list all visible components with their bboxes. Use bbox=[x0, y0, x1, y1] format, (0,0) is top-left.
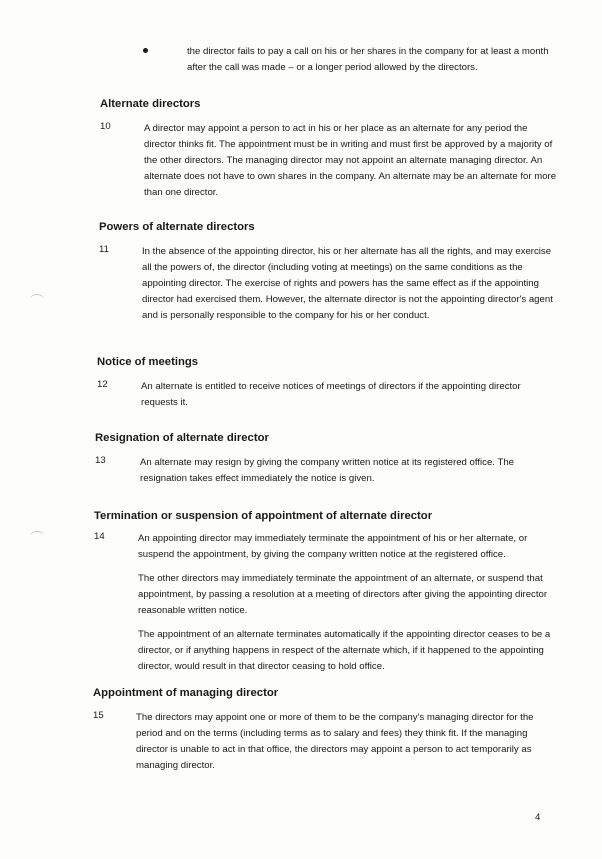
clause-paragraph: The appointment of an alternate terminates automatically if the appointing director ceases to be a director, or if anything happens in respect of the alternate which, if it happened to the appointing director, would result in that director ceasing to hold office. bbox=[138, 629, 551, 672]
clause-paragraph: In the absence of the appointing director, his or her alternate has all the rights, and may exercise all the powers of, the director (including voting at meetings) on the same conditions as the appointing director. The exercise of rights and powers has the same effect as if the appointing director had exercised them. However, the alternate director is not the appointing director's agent and is personally responsible to the company for his or her conduct. bbox=[142, 246, 553, 321]
clause-text bbox=[144, 121, 561, 209]
clause-number: 12 bbox=[97, 379, 108, 390]
clause-paragraph: The other directors may immediately terminate the appointment of an alternate, or suspend that appointment, by passing a resolution at a meeting of directors after giving the appointing director reasonable written notice. bbox=[138, 573, 548, 616]
clause-text bbox=[142, 244, 560, 332]
clause-text bbox=[141, 379, 559, 419]
bullet-icon bbox=[143, 48, 148, 53]
clause-paragraph: A director may appoint a person to act in his or her place as an alternate for any period the director thinks fit. The appointment must be in writing and must first be approved by a majority of the other directors. The managing director may not appoint an alternate managing director. An alternate does not have to own shares in the company. An alternate may be an alternate for more than one director. bbox=[144, 123, 557, 198]
clause-text bbox=[138, 531, 557, 683]
bullet-text: the director fails to pay a call on his or her shares in the company for at least a month after the call was made – or a longer period allowed by the directors. bbox=[187, 46, 549, 73]
clause-number: 13 bbox=[95, 455, 106, 466]
clause-paragraph: An alternate is entitled to receive notices of meetings of directors if the appointing director requests it. bbox=[141, 381, 521, 408]
clause-text bbox=[140, 455, 558, 495]
clause-paragraph: An appointing director may immediately terminate the appointment of his or her alternate, or suspend the appointment, by giving the company written notice at the registered office. bbox=[138, 533, 528, 560]
clause-number: 10 bbox=[100, 121, 111, 132]
section-heading: Appointment of managing director bbox=[93, 687, 279, 699]
clause-number: 14 bbox=[94, 531, 105, 542]
clause-number: 11 bbox=[99, 244, 109, 255]
clause-text bbox=[136, 710, 557, 782]
page-number: 4 bbox=[535, 812, 541, 823]
clause-paragraph: The directors may appoint one or more of them to be the company's managing director for the period and on the terms (including terms as to salary and fees) they think fit. If the managing director is unable to act in that office, the directors may appoint a person to act temporarily as managing director. bbox=[136, 712, 534, 771]
section-heading: Resignation of alternate director bbox=[95, 432, 269, 444]
scan-artifact-mark bbox=[30, 531, 44, 542]
section-heading: Powers of alternate directors bbox=[99, 221, 255, 233]
clause-paragraph: An alternate may resign by giving the company written notice at its registered office. The resignation takes effect immediately the notice is given. bbox=[140, 457, 514, 484]
scan-artifact-mark bbox=[30, 294, 44, 305]
section-heading: Alternate directors bbox=[100, 98, 201, 110]
clause-number: 15 bbox=[93, 710, 104, 721]
section-heading: Notice of meetings bbox=[97, 356, 199, 368]
section-heading: Termination or suspension of appointment of alternate director bbox=[94, 510, 433, 522]
